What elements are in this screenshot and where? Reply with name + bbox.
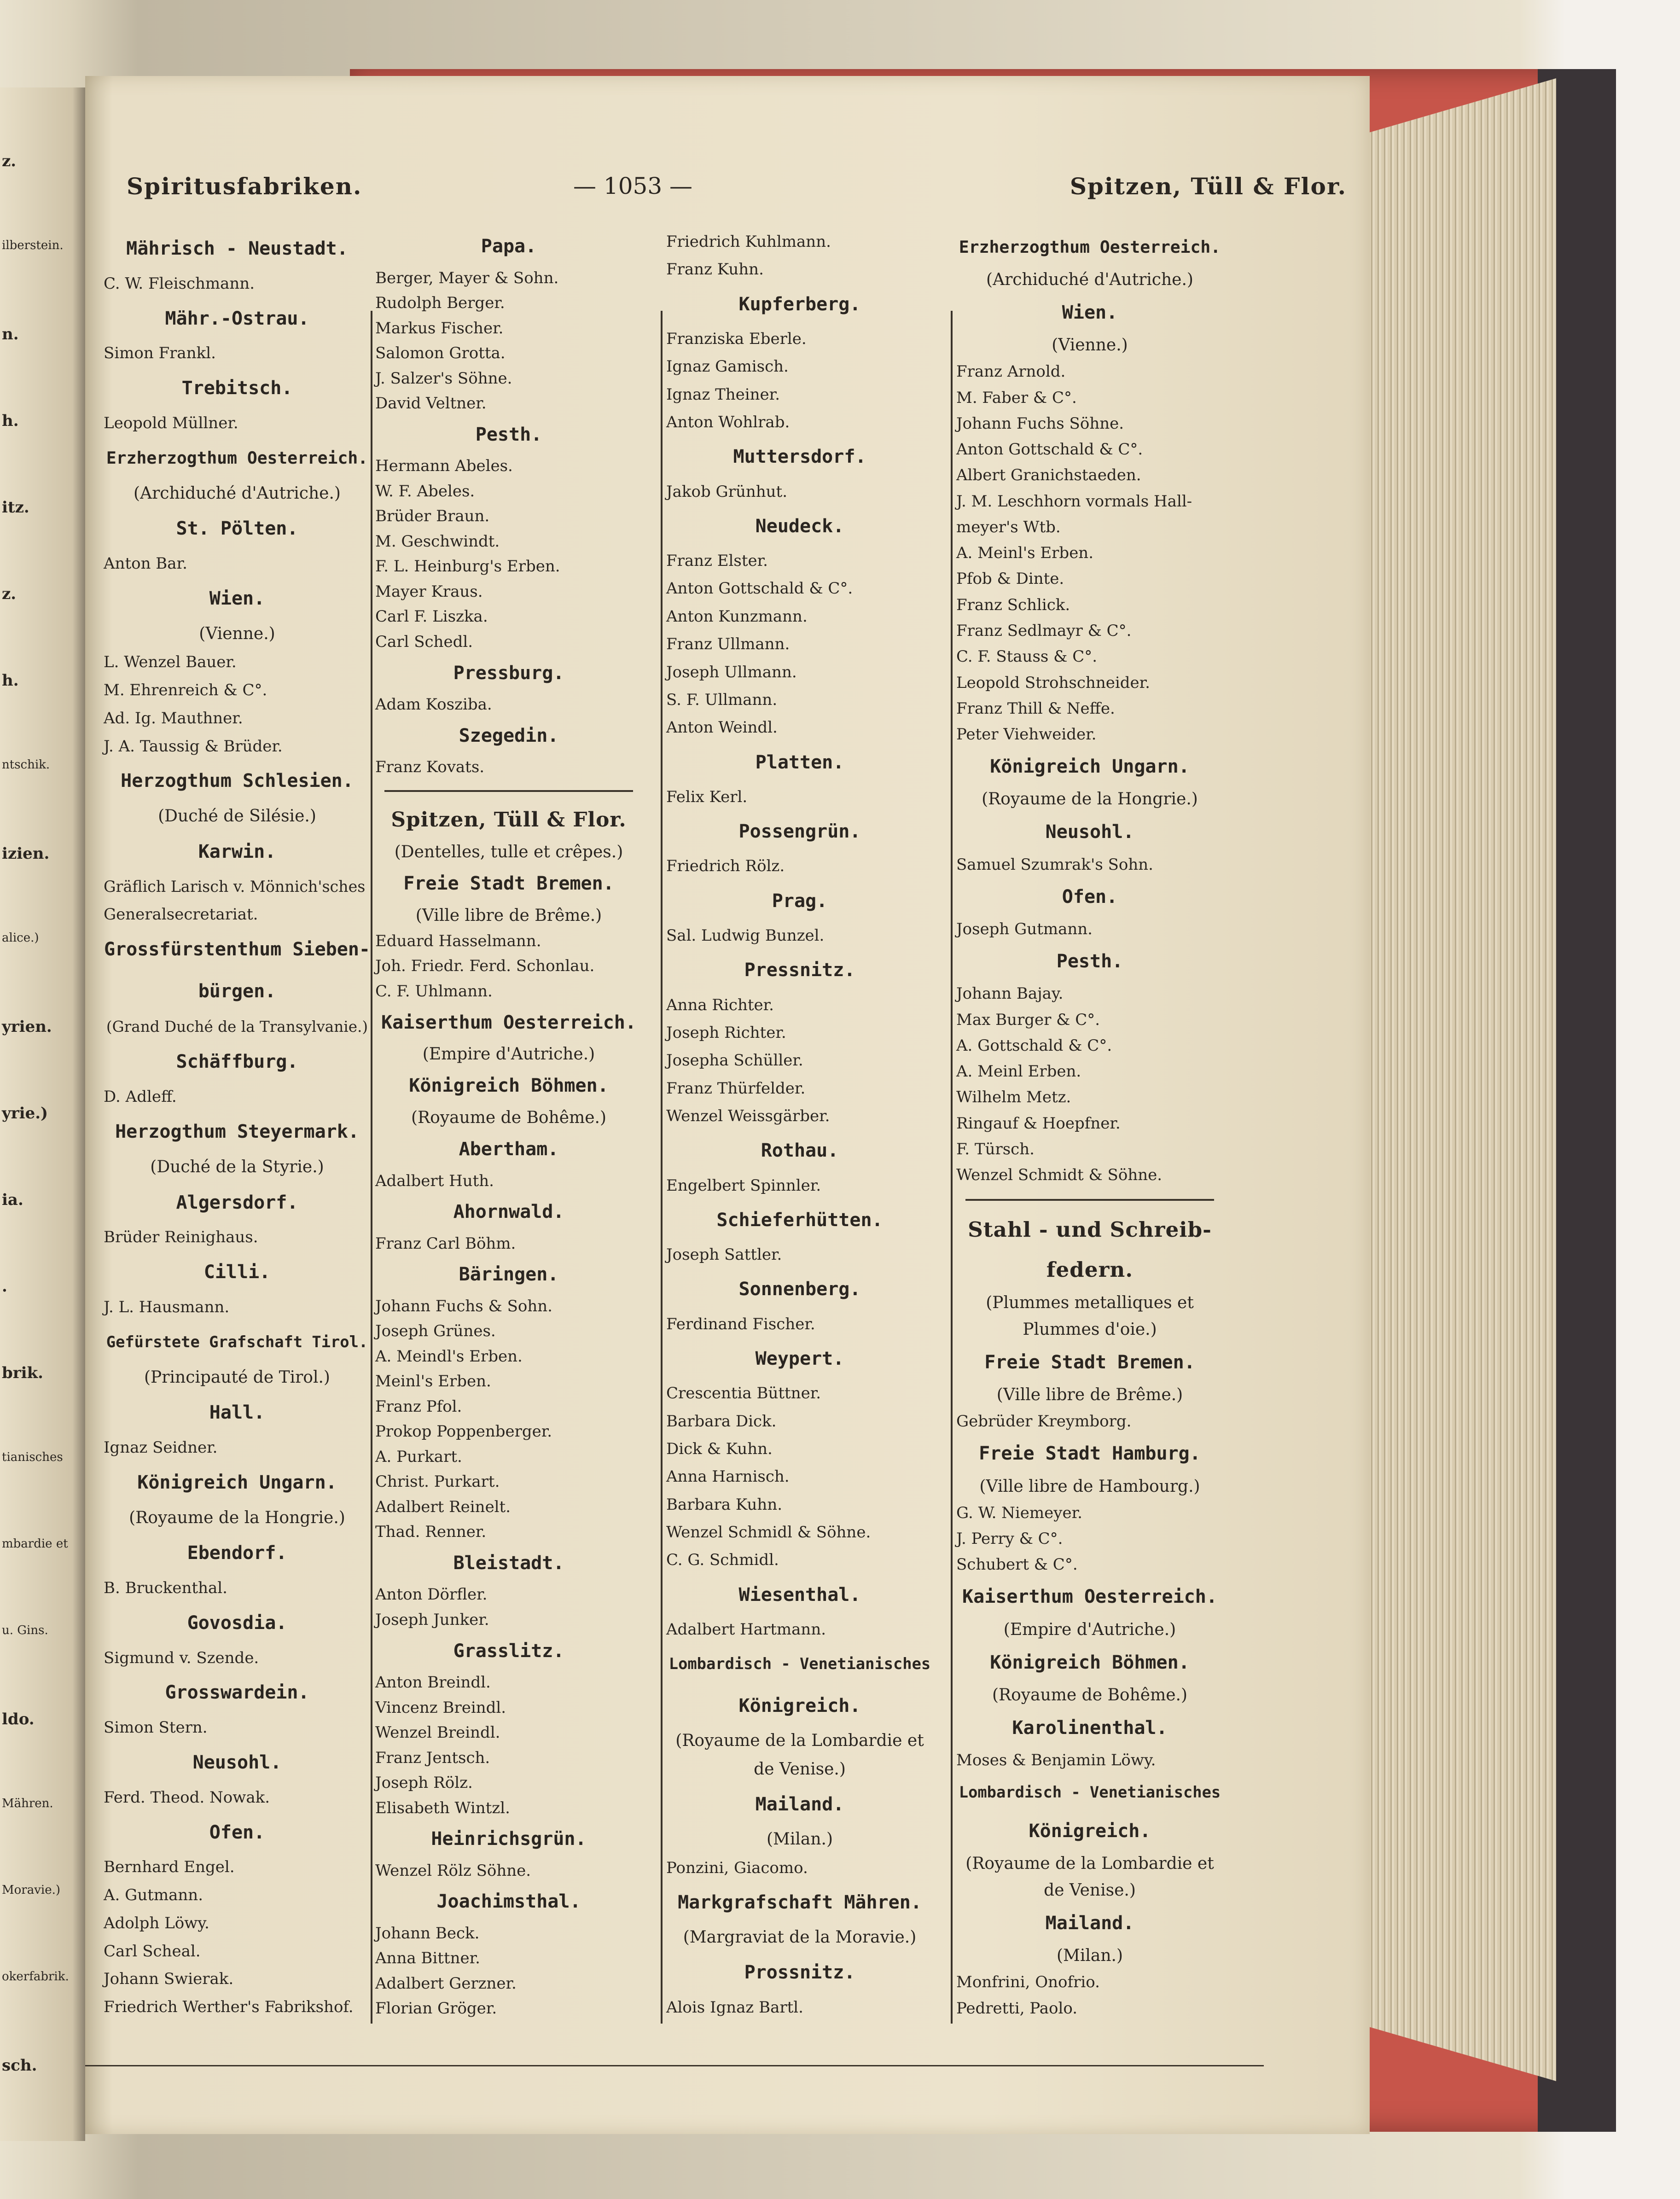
directory-column-4 bbox=[956, 228, 1223, 2021]
left-page-fragment: sch. bbox=[2, 2056, 37, 2075]
firm-entry: Gräflich Larisch v. Mönnich'sches bbox=[104, 877, 366, 896]
place-heading: Grosswardein. bbox=[165, 1682, 309, 1704]
french-subtitle: (Milan.) bbox=[1056, 1946, 1123, 1966]
place-heading: Bleistadt. bbox=[453, 1552, 564, 1574]
firm-entry: A. Purkart. bbox=[375, 1447, 462, 1466]
firm-entry: Joseph Rölz. bbox=[375, 1774, 473, 1792]
left-page-fragment: h. bbox=[2, 671, 19, 690]
firm-entry: Carl Scheal. bbox=[104, 1942, 201, 1960]
place-heading: Ahornwald. bbox=[453, 1201, 564, 1223]
place-heading: Königreich Böhmen. bbox=[990, 1652, 1190, 1673]
firm-entry: Anton Breindl. bbox=[375, 1673, 491, 1692]
french-subtitle: (Milan.) bbox=[766, 1830, 833, 1849]
place-heading: Gefürstete Grafschaft Tirol. bbox=[106, 1332, 368, 1351]
firm-entry: J. Perry & C°. bbox=[956, 1529, 1063, 1548]
section-rule bbox=[965, 1199, 1214, 1201]
firm-entry: Joseph Sattler. bbox=[666, 1245, 782, 1264]
place-heading: Joachimsthal. bbox=[436, 1891, 581, 1913]
firm-entry: Carl F. Liszka. bbox=[375, 607, 488, 626]
category-heading: Spitzen, Tüll & Flor. bbox=[391, 808, 627, 832]
place-heading: Grasslitz. bbox=[453, 1640, 564, 1662]
firm-entry: M. Geschwindt. bbox=[375, 532, 500, 551]
french-subtitle: (Archiduché d'Autriche.) bbox=[134, 483, 341, 503]
place-heading: Wiesenthal. bbox=[738, 1584, 861, 1606]
firm-entry: Anton Kunzmann. bbox=[666, 607, 808, 626]
firm-entry: Samuel Szumrak's Sohn. bbox=[956, 855, 1153, 874]
french-subtitle: (Grand Duché de la Transylvanie.) bbox=[106, 1018, 368, 1036]
french-subtitle: (Principauté de Tirol.) bbox=[144, 1367, 330, 1387]
firm-entry: Anton Bar. bbox=[104, 554, 187, 573]
firm-entry: Anton Weindl. bbox=[666, 718, 778, 737]
left-page-fragment: u. Gins. bbox=[2, 1623, 48, 1637]
french-subtitle: (Vienne.) bbox=[1052, 336, 1128, 355]
place-heading: Königreich Böhmen. bbox=[409, 1075, 609, 1097]
left-page-fragment: izien. bbox=[2, 844, 50, 863]
firm-entry: Barbara Kuhn. bbox=[666, 1495, 783, 1514]
firm-entry: Anna Richter. bbox=[666, 995, 774, 1014]
firm-entry: Sigmund v. Szende. bbox=[104, 1648, 259, 1667]
category-heading: federn. bbox=[1046, 1257, 1134, 1282]
firm-entry: Ferd. Theod. Nowak. bbox=[104, 1788, 270, 1807]
left-page-fragment: itz. bbox=[2, 498, 29, 517]
firm-entry: J. A. Taussig & Brüder. bbox=[104, 737, 283, 756]
place-heading: Markgrafschaft Mähren. bbox=[678, 1891, 922, 1913]
directory-column-3 bbox=[666, 228, 933, 2021]
firm-entry: Anna Bittner. bbox=[375, 1949, 480, 1968]
firm-entry: Crescentia Büttner. bbox=[666, 1384, 821, 1403]
firm-entry: Wenzel Breindl. bbox=[375, 1723, 500, 1742]
firm-entry: Friedrich Werther's Fabrikshof. bbox=[104, 1998, 354, 2017]
firm-entry: A. Gottschald & C°. bbox=[956, 1036, 1112, 1055]
firm-entry: Christ. Purkart. bbox=[375, 1472, 500, 1491]
place-heading: Wien. bbox=[209, 588, 265, 609]
place-heading: Neusohl. bbox=[192, 1752, 282, 1773]
firm-entry: Franz Schlick. bbox=[956, 595, 1070, 614]
firm-entry: Pfob & Dinte. bbox=[956, 570, 1064, 588]
firm-entry: Simon Stern. bbox=[104, 1718, 208, 1737]
firm-entry: J. Salzer's Söhne. bbox=[375, 369, 512, 388]
left-page-strip bbox=[0, 87, 85, 2141]
place-heading: Königreich Ungarn. bbox=[137, 1472, 337, 1493]
place-heading: Schäffburg. bbox=[176, 1051, 298, 1073]
firm-entry: Franz Pfol. bbox=[375, 1397, 462, 1416]
firm-entry: Dick & Kuhn. bbox=[666, 1439, 773, 1458]
place-heading: Karwin. bbox=[198, 841, 276, 862]
firm-entry: Prokop Poppenberger. bbox=[375, 1422, 552, 1441]
firm-entry: Adalbert Gerzner. bbox=[375, 1974, 517, 1993]
firm-entry: Alois Ignaz Bartl. bbox=[666, 1998, 803, 2017]
french-subtitle: (Ville libre de Brême.) bbox=[415, 906, 602, 925]
french-subtitle: (Dentelles, tulle et crêpes.) bbox=[394, 842, 623, 861]
place-heading: Wien. bbox=[1062, 302, 1118, 324]
firm-entry: Franz Elster. bbox=[666, 552, 768, 570]
directory-column-2 bbox=[375, 228, 642, 2021]
french-subtitle: (Royaume de la Lombardie et bbox=[675, 1731, 924, 1750]
french-subtitle: (Royaume de la Hongrie.) bbox=[129, 1508, 345, 1527]
book-page bbox=[85, 76, 1370, 2134]
french-subtitle: (Royaume de la Hongrie.) bbox=[982, 790, 1198, 809]
firm-entry: Friedrich Kuhlmann. bbox=[666, 233, 831, 251]
column-divider bbox=[371, 311, 372, 2024]
place-heading: Cilli. bbox=[203, 1262, 271, 1283]
firm-entry: Hermann Abeles. bbox=[375, 457, 513, 476]
place-heading: Mährisch - Neustadt. bbox=[126, 238, 348, 259]
place-heading: Ofen. bbox=[209, 1821, 265, 1843]
firm-entry: Anton Gottschald & C°. bbox=[956, 440, 1143, 459]
firm-entry: Mayer Kraus. bbox=[375, 582, 483, 601]
left-page-fragment: tianisches bbox=[2, 1450, 63, 1464]
place-heading: Pressnitz. bbox=[744, 960, 855, 981]
place-heading: Freie Stadt Bremen. bbox=[403, 873, 614, 895]
firm-entry: Joh. Friedr. Ferd. Schonlau. bbox=[375, 957, 595, 976]
firm-entry: Leopold Strohschneider. bbox=[956, 673, 1150, 692]
firm-entry: Wenzel Schmidt & Söhne. bbox=[956, 1166, 1163, 1185]
firm-entry: Franz Ullmann. bbox=[666, 635, 790, 654]
place-heading: Govosdia. bbox=[187, 1612, 287, 1634]
firm-entry: F. L. Heinburg's Erben. bbox=[375, 557, 560, 576]
firm-entry: Joseph Richter. bbox=[666, 1023, 786, 1042]
place-heading: Pesth. bbox=[1056, 951, 1123, 972]
firm-entry: Franz Thürfelder. bbox=[666, 1079, 806, 1098]
firm-entry: Markus Fischer. bbox=[375, 319, 504, 337]
firm-entry: B. Bruckenthal. bbox=[104, 1579, 227, 1598]
firm-entry: Josepha Schüller. bbox=[666, 1051, 803, 1070]
french-subtitle: (Vienne.) bbox=[199, 624, 275, 643]
firm-entry: A. Meinl Erben. bbox=[956, 1062, 1081, 1081]
firm-entry: Ferdinand Fischer. bbox=[666, 1315, 815, 1333]
firm-entry: David Veltner. bbox=[375, 394, 487, 413]
place-heading: Lombardisch - Venetianisches bbox=[669, 1655, 931, 1673]
place-heading: Lombardisch - Venetianisches bbox=[959, 1783, 1221, 1802]
firm-entry: Berger, Mayer & Sohn. bbox=[375, 268, 559, 287]
firm-entry: Sal. Ludwig Bunzel. bbox=[666, 926, 825, 945]
firm-entry: Simon Frankl. bbox=[104, 344, 216, 363]
french-subtitle: (Royaume de la Lombardie et bbox=[965, 1854, 1214, 1873]
firm-entry: Wenzel Rölz Söhne. bbox=[375, 1861, 531, 1880]
firm-entry: Gebrüder Kreymborg. bbox=[956, 1412, 1132, 1431]
firm-entry: Adalbert Huth. bbox=[375, 1171, 494, 1190]
place-heading: Freie Stadt Bremen. bbox=[984, 1352, 1195, 1373]
left-page-fragment: z. bbox=[2, 585, 17, 603]
place-heading: Königreich. bbox=[738, 1695, 861, 1716]
directory-column-1 bbox=[104, 228, 371, 2021]
firm-entry: Schubert & C°. bbox=[956, 1555, 1078, 1574]
firm-entry: Ignaz Theiner. bbox=[666, 385, 780, 404]
place-heading: Grossfürstenthum Sieben- bbox=[104, 939, 370, 960]
place-heading: Algersdorf. bbox=[176, 1192, 298, 1213]
firm-entry: C. F. Uhlmann. bbox=[375, 982, 493, 1001]
place-heading: Neusohl. bbox=[1045, 821, 1134, 843]
firm-entry: Ignaz Gamisch. bbox=[666, 357, 789, 376]
firm-entry: Anton Gottschald & C°. bbox=[666, 579, 853, 598]
french-subtitle: (Archiduché d'Autriche.) bbox=[986, 270, 1193, 290]
firm-entry: Generalsecretariat. bbox=[104, 905, 258, 924]
french-subtitle: Plummes d'oie.) bbox=[1023, 1320, 1157, 1339]
firm-entry: Anton Wohlrab. bbox=[666, 413, 790, 431]
firm-entry: J. L. Hausmann. bbox=[104, 1297, 230, 1316]
firm-entry: Adolph Löwy. bbox=[104, 1914, 209, 1932]
place-heading: Hall. bbox=[209, 1402, 265, 1424]
category-heading: Stahl - und Schreib- bbox=[968, 1217, 1212, 1242]
column-divider bbox=[661, 311, 663, 2024]
place-heading: Abertham. bbox=[459, 1138, 559, 1160]
firm-entry: Wilhelm Metz. bbox=[956, 1088, 1071, 1107]
place-heading: Muttersdorf. bbox=[733, 446, 866, 468]
place-heading: Papa. bbox=[481, 236, 537, 257]
firm-entry: Franz Arnold. bbox=[956, 362, 1066, 381]
firm-entry: Leopold Müllner. bbox=[104, 414, 238, 432]
firm-entry: Eduard Hasselmann. bbox=[375, 931, 541, 950]
french-subtitle: de Venise.) bbox=[1044, 1881, 1136, 1900]
firm-entry: Adalbert Reinelt. bbox=[375, 1497, 511, 1516]
french-subtitle: (Empire d'Autriche.) bbox=[422, 1045, 595, 1064]
firm-entry: Ignaz Seidner. bbox=[104, 1438, 218, 1457]
firm-entry: D. Adleff. bbox=[104, 1088, 177, 1106]
place-heading: Herzogthum Steyermark. bbox=[115, 1121, 359, 1143]
french-subtitle: (Plummes metalliques et bbox=[986, 1293, 1194, 1313]
firm-entry: Salomon Grotta. bbox=[375, 344, 506, 363]
firm-entry: Wenzel Weissgärber. bbox=[666, 1106, 830, 1125]
place-heading: Sonnenberg. bbox=[738, 1279, 861, 1300]
firm-entry: Ad. Ig. Mauthner. bbox=[104, 709, 243, 727]
left-page-fragment: n. bbox=[2, 325, 19, 343]
left-page-fragment: mbardie et bbox=[2, 1537, 68, 1551]
page-edges bbox=[1349, 78, 1556, 2081]
place-heading: Karolinenthal. bbox=[1012, 1717, 1168, 1739]
left-page-fragment: yrien. bbox=[2, 1018, 52, 1036]
french-subtitle: de Venise.) bbox=[754, 1759, 846, 1779]
firm-entry: Monfrini, Onofrio. bbox=[956, 1973, 1100, 1992]
bottom-rule bbox=[85, 2065, 1264, 2066]
left-page-fragment: okerfabrik. bbox=[2, 1970, 69, 1984]
left-page-fragment: z. bbox=[2, 152, 17, 170]
firm-entry: Wenzel Schmidl & Söhne. bbox=[666, 1523, 871, 1542]
place-heading: bürgen. bbox=[198, 980, 276, 1002]
french-subtitle: (Empire d'Autriche.) bbox=[1003, 1620, 1176, 1639]
firm-entry: Franz Kuhn. bbox=[666, 260, 764, 279]
firm-entry: Felix Kerl. bbox=[666, 787, 748, 806]
firm-entry: Franz Jentsch. bbox=[375, 1748, 490, 1767]
firm-entry: F. Türsch. bbox=[956, 1140, 1035, 1159]
firm-entry: Jakob Grünhut. bbox=[666, 482, 788, 501]
place-heading: Rothau. bbox=[761, 1140, 839, 1162]
firm-entry: M. Faber & C°. bbox=[956, 388, 1077, 407]
firm-entry: L. Wenzel Bauer. bbox=[104, 653, 237, 672]
left-page-fragment: . bbox=[2, 1277, 7, 1296]
firm-entry: Franziska Eberle. bbox=[666, 329, 807, 348]
firm-entry: A. Gutmann. bbox=[104, 1886, 203, 1905]
firm-entry: Anna Harnisch. bbox=[666, 1467, 790, 1486]
firm-entry: Johann Swierak. bbox=[104, 1970, 234, 1989]
firm-entry: Meinl's Erben. bbox=[375, 1372, 491, 1391]
french-subtitle: (Ville libre de Brême.) bbox=[996, 1385, 1183, 1405]
firm-entry: Joseph Grünes. bbox=[375, 1322, 496, 1341]
french-subtitle: (Margraviat de la Moravie.) bbox=[683, 1928, 917, 1947]
firm-entry: Franz Kovats. bbox=[375, 758, 485, 777]
place-heading: Kaiserthum Oesterreich. bbox=[962, 1586, 1217, 1608]
firm-entry: Franz Sedlmayr & C°. bbox=[956, 621, 1132, 640]
firm-entry: Vincenz Breindl. bbox=[375, 1698, 506, 1717]
left-page-fragment: yrie.) bbox=[2, 1104, 48, 1123]
firm-entry: A. Meindl's Erben. bbox=[375, 1347, 523, 1366]
firm-entry: Bernhard Engel. bbox=[104, 1858, 235, 1877]
firm-entry: C. F. Stauss & C°. bbox=[956, 647, 1098, 666]
left-page-fragment: ia. bbox=[2, 1191, 23, 1209]
place-heading: Erzherzogthum Oesterreich. bbox=[959, 237, 1221, 257]
french-subtitle: (Royaume de Bohême.) bbox=[992, 1685, 1188, 1705]
firm-entry: Adalbert Hartmann. bbox=[666, 1620, 826, 1639]
place-heading: Ebendorf. bbox=[187, 1542, 287, 1564]
place-heading: Königreich Ungarn. bbox=[990, 756, 1190, 778]
firm-entry: Johann Bajay. bbox=[956, 984, 1064, 1003]
firm-entry: Florian Gröger. bbox=[375, 1999, 497, 2018]
place-heading: Prag. bbox=[772, 890, 828, 912]
firm-entry: Adam Kosziba. bbox=[375, 695, 492, 714]
place-heading: Weypert. bbox=[755, 1348, 844, 1370]
section-rule bbox=[384, 790, 633, 792]
column-divider bbox=[951, 311, 953, 2024]
left-page-fragment: alice.) bbox=[2, 931, 39, 945]
firm-entry: G. W. Niemeyer. bbox=[956, 1503, 1082, 1522]
place-heading: St. Pölten. bbox=[176, 518, 298, 540]
place-heading: Szegedin. bbox=[459, 725, 559, 746]
firm-entry: Albert Granichstaeden. bbox=[956, 466, 1141, 485]
place-heading: Schieferhütten. bbox=[716, 1209, 883, 1231]
firm-entry: Rudolph Berger. bbox=[375, 294, 505, 313]
running-head-right: Spitzen, Tüll & Flor. bbox=[1070, 173, 1347, 200]
place-heading: Kupferberg. bbox=[738, 293, 861, 315]
french-subtitle: (Ville libre de Hambourg.) bbox=[979, 1477, 1200, 1496]
place-heading: Pesth. bbox=[475, 424, 542, 445]
firm-entry: Friedrich Rölz. bbox=[666, 857, 785, 876]
place-heading: Neudeck. bbox=[755, 515, 844, 537]
place-heading: Bäringen. bbox=[459, 1264, 559, 1286]
left-page-fragment: brik. bbox=[2, 1364, 43, 1382]
firm-entry: Carl Schedl. bbox=[375, 632, 473, 651]
place-heading: Pressburg. bbox=[453, 662, 564, 684]
left-page-fragment: Mähren. bbox=[2, 1797, 53, 1810]
firm-entry: Ponzini, Giacomo. bbox=[666, 1858, 808, 1877]
firm-entry: Ringauf & Hoepfner. bbox=[956, 1114, 1121, 1133]
place-heading: Mailand. bbox=[755, 1794, 844, 1815]
firm-entry: Joseph Ullmann. bbox=[666, 663, 797, 681]
firm-entry: Joseph Junker. bbox=[375, 1611, 489, 1629]
firm-entry: W. F. Abeles. bbox=[375, 482, 475, 500]
left-page-fragment: Moravie.) bbox=[2, 1883, 61, 1897]
firm-entry: Johann Fuchs & Sohn. bbox=[375, 1297, 552, 1315]
firm-entry: A. Meinl's Erben. bbox=[956, 544, 1094, 563]
french-subtitle: (Duché de la Styrie.) bbox=[150, 1157, 324, 1176]
page-number: — 1053 — bbox=[573, 173, 693, 199]
firm-entry: Brüder Reinighaus. bbox=[104, 1228, 258, 1247]
firm-entry: C. G. Schmidl. bbox=[666, 1551, 779, 1570]
place-heading: Heinrichsgrün. bbox=[431, 1828, 587, 1850]
place-heading: Prossnitz. bbox=[744, 1962, 855, 1984]
place-heading: Mailand. bbox=[1045, 1913, 1134, 1934]
place-heading: Ofen. bbox=[1062, 886, 1118, 908]
place-heading: Trebitsch. bbox=[181, 378, 293, 399]
place-heading: Possengrün. bbox=[738, 821, 861, 843]
left-page-fragment: ntschik. bbox=[2, 758, 50, 772]
firm-entry: Pedretti, Paolo. bbox=[956, 1999, 1078, 2018]
firm-entry: meyer's Wtb. bbox=[956, 518, 1061, 536]
firm-entry: Peter Viehweider. bbox=[956, 725, 1097, 744]
place-heading: Herzogthum Schlesien. bbox=[121, 770, 354, 792]
firm-entry: Moses & Benjamin Löwy. bbox=[956, 1751, 1156, 1769]
firm-entry: Elisabeth Wintzl. bbox=[375, 1798, 510, 1817]
french-subtitle: (Duché de Silésie.) bbox=[158, 807, 316, 826]
firm-entry: Anton Dörfler. bbox=[375, 1585, 488, 1604]
place-heading: Mähr.-Ostrau. bbox=[165, 308, 309, 329]
firm-entry: Joseph Gutmann. bbox=[956, 919, 1093, 938]
firm-entry: M. Ehrenreich & C°. bbox=[104, 681, 267, 700]
firm-entry: Johann Fuchs Söhne. bbox=[956, 414, 1124, 433]
left-page-fragment: ilberstein. bbox=[2, 239, 64, 252]
place-heading: Freie Stadt Hamburg. bbox=[979, 1443, 1201, 1465]
place-heading: Königreich. bbox=[1029, 1821, 1151, 1842]
place-heading: Platten. bbox=[755, 751, 844, 773]
french-subtitle: (Royaume de Bohême.) bbox=[411, 1108, 607, 1127]
left-page-fragment: ldo. bbox=[2, 1710, 35, 1728]
firm-entry: Johann Beck. bbox=[375, 1924, 480, 1943]
firm-entry: Franz Carl Böhm. bbox=[375, 1234, 516, 1253]
place-heading: Erzherzogthum Oesterreich. bbox=[106, 448, 368, 468]
firm-entry: Thad. Renner. bbox=[375, 1523, 487, 1542]
firm-entry: Barbara Dick. bbox=[666, 1412, 777, 1431]
firm-entry: Max Burger & C°. bbox=[956, 1010, 1100, 1029]
running-head-left: Spiritusfabriken. bbox=[127, 173, 362, 200]
place-heading: Kaiserthum Oesterreich. bbox=[381, 1012, 636, 1033]
firm-entry: C. W. Fleischmann. bbox=[104, 274, 255, 293]
firm-entry: Engelbert Spinnler. bbox=[666, 1176, 821, 1195]
firm-entry: J. M. Leschhorn vormals Hall- bbox=[956, 492, 1192, 511]
left-page-fragment: h. bbox=[2, 412, 19, 430]
firm-entry: S. F. Ullmann. bbox=[666, 690, 778, 709]
firm-entry: Brüder Braun. bbox=[375, 507, 490, 526]
firm-entry: Franz Thill & Neffe. bbox=[956, 699, 1115, 718]
